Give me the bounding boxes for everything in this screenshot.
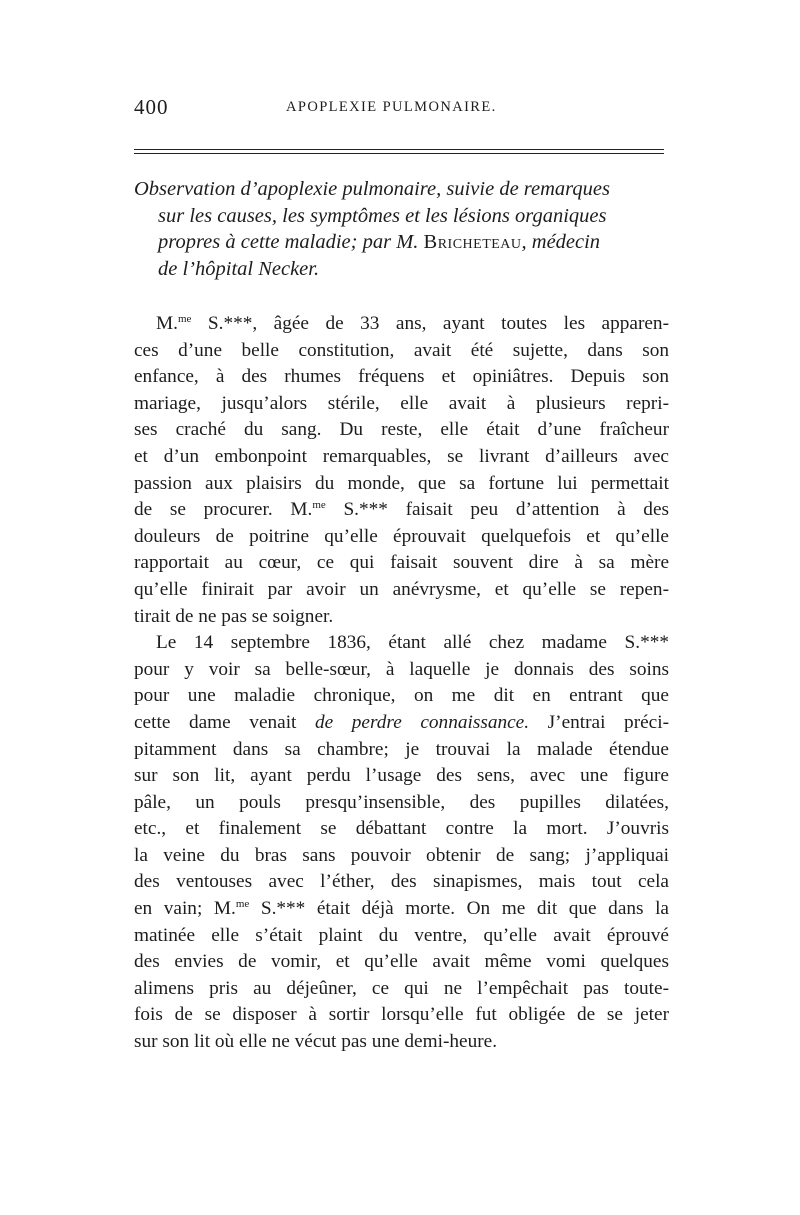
text-line: matinée elle s’était plaint du ventre, qu’elle avait éprouvé <box>134 924 669 946</box>
text-line: sur son lit, ayant perdu l’usage des sens, avec une figure <box>134 765 669 787</box>
article-body <box>134 311 669 1056</box>
text-line: douleurs de poitrine qu’elle éprouvait quelquefois et qu’elle <box>134 525 669 547</box>
text-line: ces d’une belle constitution, avait été sujette, dans son <box>134 339 669 361</box>
text-line: fois de se disposer à sortir lorsqu’elle fut obligée de se jeter <box>134 1004 669 1026</box>
text-segment: J’entrai préci- <box>547 711 670 733</box>
text-line: des ventouses avec l’éther, des sinapismes, mais tout cela <box>134 871 669 893</box>
text-line: pâle, un pouls presqu’insensible, des pupilles dilatées, <box>134 791 669 813</box>
running-title: APOPLEXIE PULMONAIRE. <box>286 99 497 115</box>
author-name: Bricheteau <box>423 231 522 253</box>
text-line: rapportait au cœur, ce qui faisait souvent dire à sa mère <box>134 552 669 574</box>
text-segment: cette dame venait <box>134 711 297 733</box>
text-line: des envies de vomir, et qu’elle avait même vomi quelques <box>134 951 669 973</box>
text-line: qu’elle finirait par avoir un anévrysme, et qu’elle se repen- <box>134 578 669 600</box>
title-line: Observation d’apoplexie pulmonaire, suivie de remarques <box>134 178 610 200</box>
text-line: pour y voir sa belle-sœur, à laquelle je donnais des soins <box>134 658 669 680</box>
text-line: pour une maladie chronique, on me dit en entrant que <box>134 685 669 707</box>
text-line: en vain; M.$^{me}$ S.*** était déjà morte. On me dit que dans la <box>134 898 669 920</box>
title-line-text: propres à cette maladie; par <box>158 231 392 253</box>
title-line: sur les causes, les symptômes et les lésions organiques <box>158 204 607 227</box>
book-page <box>134 95 669 1056</box>
text-line: tirait de ne pas se soigner. <box>134 605 334 627</box>
text-line: et d’un embonpoint remarquables, se livrant d’ailleurs avec <box>134 445 669 467</box>
author-suffix: , médecin <box>521 231 601 253</box>
title-line <box>134 229 669 256</box>
text-line: alimens pris au déjeûner, ce qui ne l’empêchait pas toute- <box>134 977 669 999</box>
paragraph-1 <box>134 311 669 630</box>
text-line: passion aux plaisirs du monde, que sa fortune lui permettait <box>134 472 669 494</box>
author-initial: M. <box>396 231 419 253</box>
page-header <box>134 95 669 125</box>
italic-phrase: de perdre connaissance. <box>315 711 530 733</box>
text-line: sur son lit où elle ne vécut pas une demi-heure. <box>134 1031 498 1053</box>
text-line: de se procurer. M.$^{me}$ S.*** faisait peu d’attention à des <box>134 499 670 521</box>
header-double-rule <box>134 149 664 154</box>
text-line: enfance, à des rhumes fréquens et opiniâtres. Depuis son <box>134 366 669 388</box>
page-number: 400 <box>134 95 169 119</box>
text-line <box>134 710 669 737</box>
text-line: etc., et finalement se débattant contre la mort. J’ouvris <box>134 818 669 840</box>
text-line: mariage, jusqu’alors stérile, elle avait à plusieurs repri- <box>134 392 669 414</box>
paragraph-2 <box>134 630 669 1056</box>
article-title <box>134 176 669 282</box>
text-line: pitamment dans sa chambre; je trouvai la malade étendue <box>134 738 669 760</box>
text-line: M.$^{me}$ S.***, âgée de 33 ans, ayant toutes les apparen- <box>156 313 669 334</box>
text-line: la veine du bras sans pouvoir obtenir de sang; j’appliquai <box>134 844 669 866</box>
text-line: ses craché du sang. Du reste, elle était d’une fraîcheur <box>134 419 669 441</box>
title-line: de l’hôpital Necker. <box>158 257 320 280</box>
text-line: Le 14 septembre 1836, étant allé chez madame S.*** <box>156 632 669 654</box>
